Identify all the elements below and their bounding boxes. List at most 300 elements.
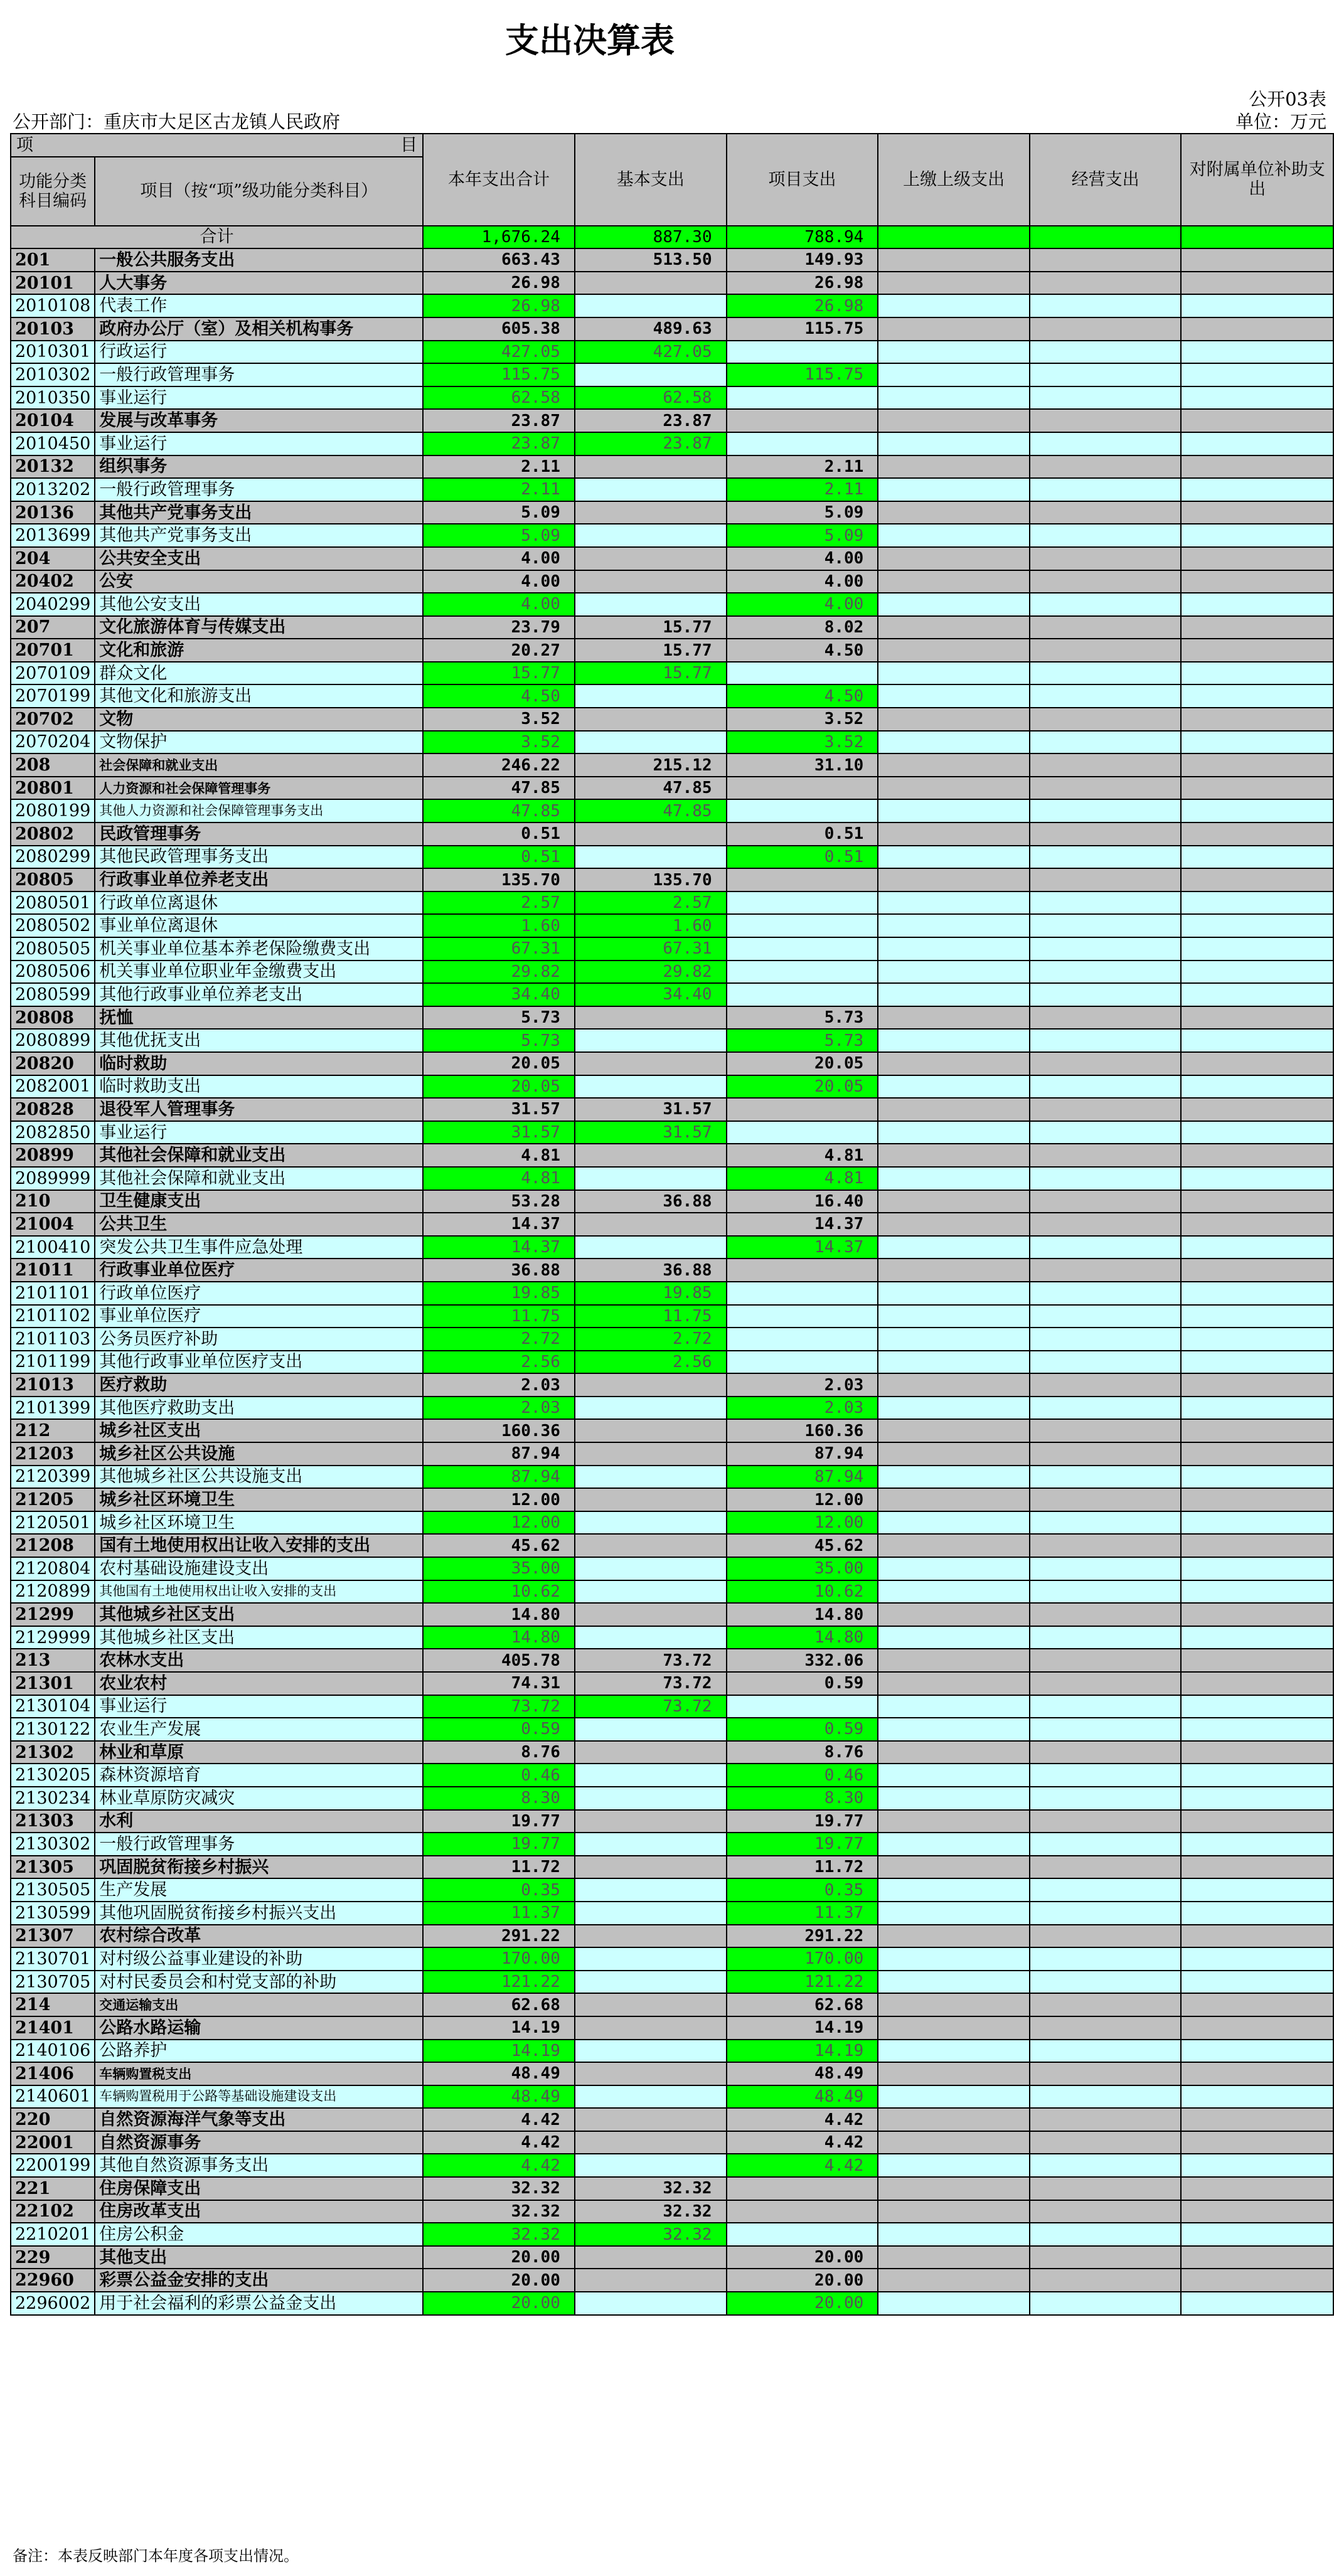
upper-cell: [878, 294, 1030, 317]
business-cell: [1030, 1947, 1182, 1971]
total-row: [11, 226, 1333, 249]
subsidy-cell: [1181, 1810, 1333, 1833]
basic-cell: 2.72: [575, 1328, 727, 1351]
name-cell: 对村民委员会和村党支部的补助: [95, 1971, 423, 1994]
upper-cell: [878, 2131, 1030, 2154]
business-cell: [1030, 662, 1182, 685]
table-row: [11, 1282, 1333, 1305]
basic-cell: [575, 731, 727, 754]
upper-cell: [878, 1029, 1030, 1052]
total-cell: 14.80: [423, 1603, 575, 1626]
subsidy-cell: [1181, 1351, 1333, 1374]
name-cell: 临时救助: [95, 1052, 423, 1075]
business-cell: [1030, 386, 1182, 410]
subsidy-cell: [1181, 891, 1333, 915]
subsidy-cell: [1181, 294, 1333, 317]
business-cell: [1030, 248, 1182, 272]
subsidy-cell: [1181, 937, 1333, 961]
total-cell: 0.35: [423, 1878, 575, 1902]
name-cell: 用于社会福利的彩票公益金支出: [95, 2292, 423, 2315]
name-cell: 其他行政事业单位养老支出: [95, 983, 423, 1006]
upper-cell: [878, 1626, 1030, 1649]
name-cell: 国有土地使用权出让收入安排的支出: [95, 1534, 423, 1557]
code-cell: 20899: [11, 1144, 95, 1167]
code-cell: 207: [11, 616, 95, 639]
subsidy-cell: [1181, 1259, 1333, 1282]
total-cell: 10.62: [423, 1580, 575, 1604]
subsidy-cell: [1181, 1052, 1333, 1075]
total-basic: 887.30: [575, 226, 727, 249]
table-row: [11, 2177, 1333, 2200]
subsidy-cell: [1181, 1971, 1333, 1994]
upper-cell: [878, 616, 1030, 639]
total-cell: 11.37: [423, 1902, 575, 1925]
upper-cell: [878, 753, 1030, 777]
subsidy-cell: [1181, 1006, 1333, 1030]
name-cell: 城乡社区支出: [95, 1419, 423, 1442]
subsidy-cell: [1181, 1419, 1333, 1442]
total-cell: 5.73: [423, 1006, 575, 1030]
basic-cell: [575, 2085, 727, 2109]
name-cell: 车辆购置税用于公路等基础设施建设支出: [95, 2085, 423, 2109]
total-cell: 35.00: [423, 1557, 575, 1580]
upper-cell: [878, 2154, 1030, 2177]
code-cell: 2070204: [11, 731, 95, 754]
code-cell: 21305: [11, 1856, 95, 1879]
business-cell: [1030, 1213, 1182, 1236]
table-row: [11, 891, 1333, 915]
total-cell: 2.56: [423, 1351, 575, 1374]
code-cell: 2129999: [11, 1626, 95, 1649]
table-row: [11, 1741, 1333, 1764]
business-cell: [1030, 639, 1182, 662]
project-cell: 0.59: [727, 1672, 878, 1695]
subsidy-cell: [1181, 1236, 1333, 1259]
basic-cell: [575, 1925, 727, 1948]
upper-cell: [878, 2108, 1030, 2131]
upper-cell: [878, 1603, 1030, 1626]
header-basic: 基本支出: [575, 134, 727, 226]
basic-cell: 67.31: [575, 937, 727, 961]
basic-cell: [575, 1466, 727, 1489]
business-cell: [1030, 1144, 1182, 1167]
upper-cell: [878, 662, 1030, 685]
business-cell: [1030, 1052, 1182, 1075]
subsidy-cell: [1181, 1167, 1333, 1190]
total-cell: 20.05: [423, 1052, 575, 1075]
table-row: [11, 1213, 1333, 1236]
name-cell: 文物保护: [95, 731, 423, 754]
total-cell: 34.40: [423, 983, 575, 1006]
code-cell: 20701: [11, 639, 95, 662]
upper-cell: [878, 1098, 1030, 1121]
upper-cell: [878, 455, 1030, 479]
subsidy-cell: [1181, 1282, 1333, 1305]
header-name: 项目（按“项”级功能分类科目）: [95, 157, 423, 226]
name-cell: 其他城乡社区支出: [95, 1626, 423, 1649]
basic-cell: 23.87: [575, 409, 727, 432]
basic-cell: 34.40: [575, 983, 727, 1006]
subsidy-cell: [1181, 2154, 1333, 2177]
project-cell: 14.19: [727, 2016, 878, 2040]
business-cell: [1030, 1167, 1182, 1190]
name-cell: 其他国有土地使用权出让收入安排的支出: [95, 1580, 423, 1604]
name-cell: 其他共产党事务支出: [95, 501, 423, 524]
basic-cell: [575, 1741, 727, 1764]
total-cell: 160.36: [423, 1419, 575, 1442]
code-cell: 20828: [11, 1098, 95, 1121]
table-row: [11, 1144, 1333, 1167]
project-cell: 19.77: [727, 1833, 878, 1856]
subsidy-cell: [1181, 341, 1333, 364]
total-sum: 1,676.24: [423, 226, 575, 249]
business-cell: [1030, 432, 1182, 455]
code-cell: 2200199: [11, 2154, 95, 2177]
project-cell: 20.00: [727, 2246, 878, 2269]
header-business: 经营支出: [1030, 134, 1182, 226]
upper-cell: [878, 2085, 1030, 2109]
total-cell: 4.81: [423, 1144, 575, 1167]
business-cell: [1030, 2177, 1182, 2200]
code-cell: 2100410: [11, 1236, 95, 1259]
business-cell: [1030, 777, 1182, 800]
subsidy-cell: [1181, 272, 1333, 295]
upper-cell: [878, 914, 1030, 937]
project-cell: 14.37: [727, 1213, 878, 1236]
business-cell: [1030, 1925, 1182, 1948]
name-cell: 临时救助支出: [95, 1075, 423, 1099]
table-row: [11, 1856, 1333, 1879]
table-row: [11, 2223, 1333, 2246]
basic-cell: 36.88: [575, 1259, 727, 1282]
basic-cell: [575, 1626, 727, 1649]
name-cell: 群众文化: [95, 662, 423, 685]
total-cell: 170.00: [423, 1947, 575, 1971]
project-cell: 5.09: [727, 524, 878, 547]
upper-cell: [878, 1993, 1030, 2016]
name-cell: 住房公积金: [95, 2223, 423, 2246]
name-cell: 行政事业单位医疗: [95, 1259, 423, 1282]
project-cell: 8.02: [727, 616, 878, 639]
basic-cell: 29.82: [575, 961, 727, 984]
basic-cell: [575, 708, 727, 731]
basic-cell: [575, 1764, 727, 1787]
business-cell: [1030, 961, 1182, 984]
project-cell: 26.98: [727, 294, 878, 317]
project-cell: 4.50: [727, 639, 878, 662]
project-cell: 4.42: [727, 2108, 878, 2131]
name-cell: 其他文化和旅游支出: [95, 684, 423, 708]
code-cell: 21401: [11, 2016, 95, 2040]
total-cell: 45.62: [423, 1534, 575, 1557]
project-cell: 14.80: [727, 1603, 878, 1626]
total-cell: 20.00: [423, 2246, 575, 2269]
project-cell: 11.72: [727, 1856, 878, 1879]
business-cell: [1030, 2223, 1182, 2246]
upper-cell: [878, 1488, 1030, 1511]
basic-cell: [575, 822, 727, 846]
project-cell: [727, 2223, 878, 2246]
code-cell: 2080199: [11, 799, 95, 822]
upper-cell: [878, 1466, 1030, 1489]
code-cell: 2130599: [11, 1902, 95, 1925]
total-cell: 2.72: [423, 1328, 575, 1351]
project-cell: [727, 799, 878, 822]
business-cell: [1030, 1971, 1182, 1994]
name-cell: 事业运行: [95, 1121, 423, 1144]
subsidy-cell: [1181, 2200, 1333, 2223]
total-cell: 87.94: [423, 1442, 575, 1466]
table-row: [11, 570, 1333, 593]
code-cell: 2130122: [11, 1718, 95, 1741]
upper-cell: [878, 524, 1030, 547]
code-cell: 20702: [11, 708, 95, 731]
name-cell: 公路养护: [95, 2040, 423, 2063]
project-cell: 0.51: [727, 846, 878, 869]
header-code: 功能分类科目编码: [11, 157, 95, 226]
code-cell: 2130302: [11, 1833, 95, 1856]
code-cell: 2101102: [11, 1305, 95, 1328]
table-row: [11, 937, 1333, 961]
business-cell: [1030, 2200, 1182, 2223]
code-cell: 2040299: [11, 593, 95, 616]
total-cell: 20.00: [423, 2292, 575, 2315]
upper-cell: [878, 1695, 1030, 1718]
business-cell: [1030, 1282, 1182, 1305]
project-cell: [727, 432, 878, 455]
name-cell: 民政管理事务: [95, 822, 423, 846]
business-cell: [1030, 1534, 1182, 1557]
code-cell: 2120899: [11, 1580, 95, 1604]
name-cell: 城乡社区公共设施: [95, 1442, 423, 1466]
subsidy-cell: [1181, 1672, 1333, 1695]
upper-cell: [878, 501, 1030, 524]
project-cell: 26.98: [727, 272, 878, 295]
table-row: [11, 1373, 1333, 1397]
upper-cell: [878, 2177, 1030, 2200]
subsidy-cell: [1181, 1764, 1333, 1787]
table-row: [11, 1511, 1333, 1535]
code-cell: 2010450: [11, 432, 95, 455]
project-cell: 170.00: [727, 1947, 878, 1971]
basic-cell: [575, 1442, 727, 1466]
project-cell: 8.30: [727, 1787, 878, 1810]
total-cell: 14.37: [423, 1236, 575, 1259]
project-cell: [727, 386, 878, 410]
subsidy-cell: [1181, 2016, 1333, 2040]
upper-cell: [878, 2016, 1030, 2040]
table-row: [11, 983, 1333, 1006]
business-cell: [1030, 1878, 1182, 1902]
table-row: [11, 1672, 1333, 1695]
upper-cell: [878, 1925, 1030, 1948]
project-cell: 14.37: [727, 1236, 878, 1259]
basic-cell: 47.85: [575, 799, 727, 822]
name-cell: 文化和旅游: [95, 639, 423, 662]
upper-cell: [878, 1397, 1030, 1420]
project-cell: [727, 983, 878, 1006]
total-cell: 4.00: [423, 547, 575, 570]
header-upper: 上缴上级支出: [878, 134, 1030, 226]
table-row: [11, 341, 1333, 364]
table-row: [11, 409, 1333, 432]
total-cell: 4.42: [423, 2154, 575, 2177]
basic-cell: 73.72: [575, 1695, 727, 1718]
basic-cell: [575, 524, 727, 547]
name-cell: 组织事务: [95, 455, 423, 479]
total-cell: 427.05: [423, 341, 575, 364]
table-row: [11, 1878, 1333, 1902]
subsidy-cell: [1181, 822, 1333, 846]
upper-cell: [878, 2062, 1030, 2085]
upper-cell: [878, 639, 1030, 662]
code-cell: 20802: [11, 822, 95, 846]
basic-cell: [575, 1397, 727, 1420]
basic-cell: [575, 1947, 727, 1971]
business-cell: [1030, 846, 1182, 869]
table-row: [11, 1649, 1333, 1672]
upper-cell: [878, 684, 1030, 708]
business-cell: [1030, 1672, 1182, 1695]
total-cell: 23.79: [423, 616, 575, 639]
project-cell: 12.00: [727, 1488, 878, 1511]
code-cell: 2013699: [11, 524, 95, 547]
name-cell: 生产发展: [95, 1878, 423, 1902]
table-row: [11, 1833, 1333, 1856]
project-cell: [727, 1695, 878, 1718]
basic-cell: [575, 1810, 727, 1833]
project-cell: 0.51: [727, 822, 878, 846]
business-cell: [1030, 294, 1182, 317]
project-cell: 14.19: [727, 2040, 878, 2063]
business-cell: [1030, 731, 1182, 754]
table-row: [11, 1305, 1333, 1328]
project-cell: [727, 1328, 878, 1351]
project-cell: [727, 1259, 878, 1282]
total-cell: 20.00: [423, 2269, 575, 2292]
code-cell: 214: [11, 1993, 95, 2016]
name-cell: 城乡社区环境卫生: [95, 1511, 423, 1535]
table-row: [11, 363, 1333, 386]
basic-cell: [575, 2269, 727, 2292]
total-cell: 3.52: [423, 708, 575, 731]
basic-cell: 62.58: [575, 386, 727, 410]
basic-cell: 135.70: [575, 868, 727, 891]
project-cell: [727, 409, 878, 432]
project-cell: [727, 2200, 878, 2223]
total-cell: 32.32: [423, 2200, 575, 2223]
project-cell: 48.49: [727, 2062, 878, 2085]
upper-cell: [878, 708, 1030, 731]
table-row: [11, 2269, 1333, 2292]
business-cell: [1030, 1075, 1182, 1099]
table-row: [11, 846, 1333, 869]
code-cell: 210: [11, 1190, 95, 1213]
business-cell: [1030, 409, 1182, 432]
name-cell: 人力资源和社会保障管理事务: [95, 777, 423, 800]
table-row: [11, 753, 1333, 777]
name-cell: 机关事业单位基本养老保险缴费支出: [95, 937, 423, 961]
table-row: [11, 684, 1333, 708]
project-cell: 8.76: [727, 1741, 878, 1764]
name-cell: 文化旅游体育与传媒支出: [95, 616, 423, 639]
subsidy-cell: [1181, 248, 1333, 272]
name-cell: 其他医疗救助支出: [95, 1397, 423, 1420]
project-cell: 4.42: [727, 2154, 878, 2177]
code-cell: 201: [11, 248, 95, 272]
code-cell: 2010108: [11, 294, 95, 317]
business-cell: [1030, 799, 1182, 822]
name-cell: 公共卫生: [95, 1213, 423, 1236]
business-cell: [1030, 891, 1182, 915]
total-cell: 663.43: [423, 248, 575, 272]
basic-cell: [575, 1833, 727, 1856]
total-cell: 31.57: [423, 1098, 575, 1121]
business-cell: [1030, 1236, 1182, 1259]
upper-cell: [878, 1764, 1030, 1787]
basic-cell: [575, 1029, 727, 1052]
business-cell: [1030, 616, 1182, 639]
business-cell: [1030, 708, 1182, 731]
project-cell: 115.75: [727, 363, 878, 386]
project-cell: 16.40: [727, 1190, 878, 1213]
table-row: [11, 708, 1333, 731]
subsidy-cell: [1181, 1488, 1333, 1511]
code-cell: 21301: [11, 1672, 95, 1695]
business-cell: [1030, 547, 1182, 570]
total-cell: 62.58: [423, 386, 575, 410]
total-cell: 47.85: [423, 777, 575, 800]
business-cell: [1030, 684, 1182, 708]
upper-cell: [878, 868, 1030, 891]
subsidy-cell: [1181, 1993, 1333, 2016]
table-row: [11, 1925, 1333, 1948]
upper-cell: [878, 1534, 1030, 1557]
table-row: [11, 1488, 1333, 1511]
subsidy-cell: [1181, 799, 1333, 822]
name-cell: 代表工作: [95, 294, 423, 317]
upper-cell: [878, 1259, 1030, 1282]
project-cell: 0.59: [727, 1718, 878, 1741]
basic-cell: [575, 570, 727, 593]
total-cell: 0.51: [423, 822, 575, 846]
table-row: [11, 2246, 1333, 2269]
code-cell: 2080505: [11, 937, 95, 961]
basic-cell: 32.32: [575, 2177, 727, 2200]
upper-cell: [878, 1236, 1030, 1259]
project-cell: 20.05: [727, 1075, 878, 1099]
table-row: [11, 1764, 1333, 1787]
total-cell: 19.77: [423, 1833, 575, 1856]
subsidy-cell: [1181, 1580, 1333, 1604]
name-cell: 抚恤: [95, 1006, 423, 1030]
subsidy-cell: [1181, 1213, 1333, 1236]
upper-cell: [878, 1419, 1030, 1442]
header-total: 本年支出合计: [423, 134, 575, 226]
basic-cell: [575, 1787, 727, 1810]
business-cell: [1030, 2246, 1182, 2269]
business-cell: [1030, 2016, 1182, 2040]
subsidy-cell: [1181, 1144, 1333, 1167]
basic-cell: [575, 1075, 727, 1099]
basic-cell: [575, 1580, 727, 1604]
total-cell: 12.00: [423, 1511, 575, 1535]
code-cell: 2010302: [11, 363, 95, 386]
project-cell: 45.62: [727, 1534, 878, 1557]
project-cell: [727, 1121, 878, 1144]
project-cell: 12.00: [727, 1511, 878, 1535]
business-cell: [1030, 1466, 1182, 1489]
